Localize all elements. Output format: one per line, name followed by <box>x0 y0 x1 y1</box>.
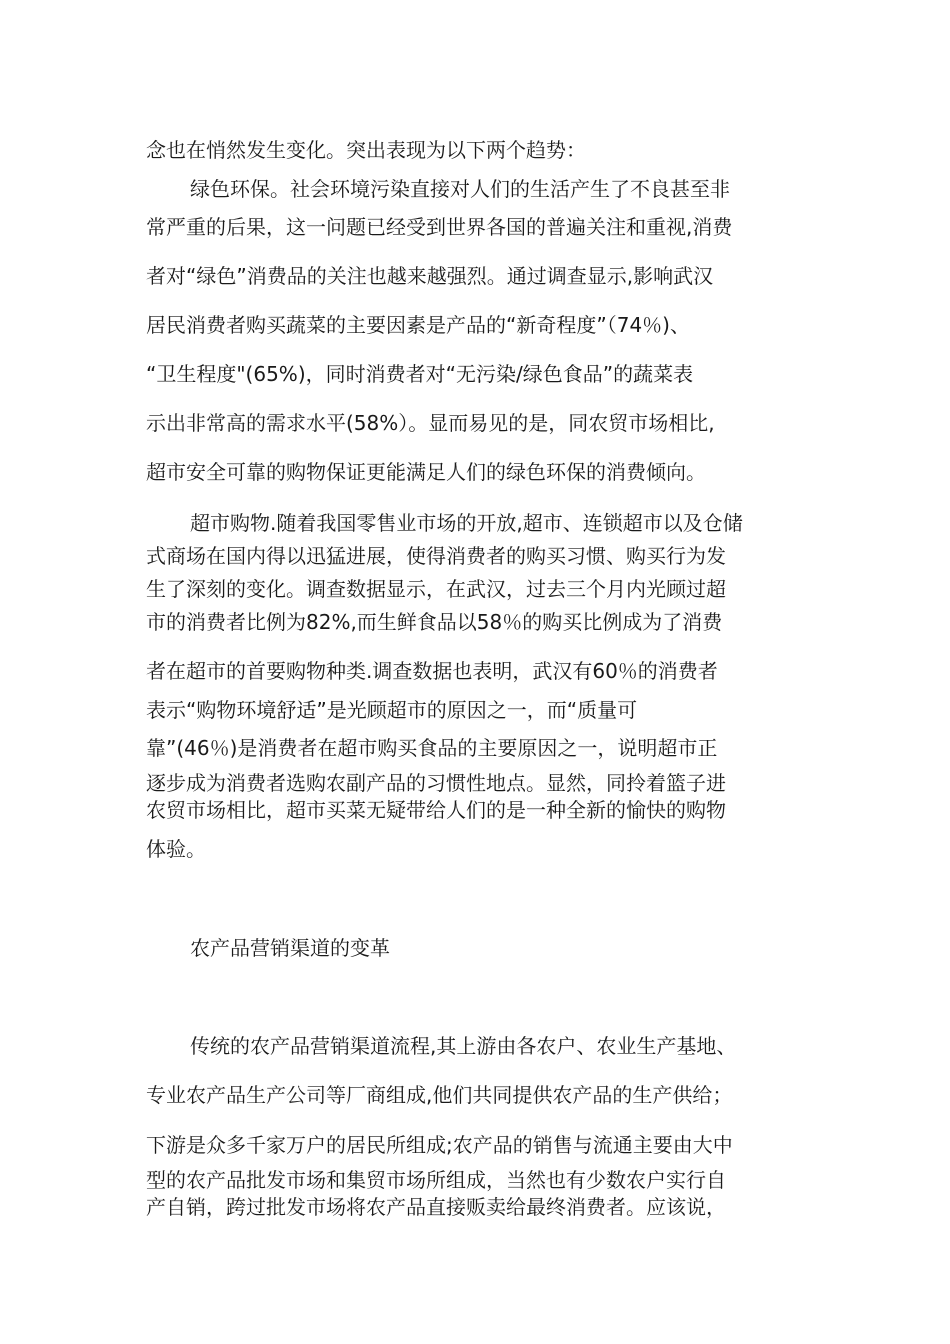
text-line: 者对“绿色”消费品的关注也越来越强烈。通过调查显示,影响武汉 <box>146 264 714 288</box>
text-line: 常严重的后果，这一问题已经受到世界各国的普遍关注和重视,消费 <box>146 215 733 239</box>
text-line: “卫生程度"(65%)，同时消费者对“无污染/绿色食品”的蔬菜表 <box>146 362 694 386</box>
text-line: 农贸市场相比，超市买菜无疑带给人们的是一种全新的愉快的购物 <box>146 798 726 822</box>
text-line: 市的消费者比例为82%,而生鲜食品以58％的购买比例成为了消费 <box>146 610 723 634</box>
text-line: 靠”(46％)是消费者在超市购买食品的主要原因之一，说明超市正 <box>146 736 718 760</box>
text-line: 念也在悄然发生变化。突出表现为以下两个趋势： <box>146 138 586 162</box>
text-line: 产自销，跨过批发市场将农产品直接贩卖给最终消费者。应该说， <box>146 1195 726 1219</box>
text-line: 居民消费者购买蔬菜的主要因素是产品的“新奇程度”（74％)、 <box>146 313 690 337</box>
text-line: 传统的农产品营销渠道流程,其上游由各农户、农业生产基地、 <box>190 1034 737 1058</box>
section-heading: 农产品营销渠道的变革 <box>190 936 390 960</box>
text-line: 逐步成为消费者选购农副产品的习惯性地点。显然，同拎着篮子进 <box>146 771 726 795</box>
text-line: 式商场在国内得以迅猛进展，使得消费者的购买习惯、购买行为发 <box>146 544 726 568</box>
text-line: 体验。 <box>146 837 206 861</box>
text-line: 超市安全可靠的购物保证更能满足人们的绿色环保的消费倾向。 <box>146 460 706 484</box>
text-line: 下游是众多千家万户的居民所组成;农产品的销售与流通主要由大中 <box>146 1133 733 1157</box>
text-line: 绿色环保。社会环境污染直接对人们的生活产生了不良甚至非 <box>190 177 730 201</box>
text-line: 专业农产品生产公司等厂商组成,他们共同提供农产品的生产供给； <box>146 1083 733 1107</box>
text-line: 生了深刻的变化。调查数据显示，在武汉，过去三个月内光顾过超 <box>146 577 726 601</box>
text-line: 型的农产品批发市场和集贸市场所组成，当然也有少数农户实行自 <box>146 1168 726 1192</box>
text-line: 示出非常高的需求水平(58%）。显而易见的是，同农贸市场相比, <box>146 411 715 435</box>
text-line: 表示“购物环境舒适”是光顾超市的原因之一，而“质量可 <box>146 698 638 722</box>
text-line: 者在超市的首要购物种类.调查数据也表明，武汉有60％的消费者 <box>146 659 718 683</box>
text-line: 超市购物.随着我国零售业市场的开放,超市、连锁超市以及仓储 <box>190 511 743 535</box>
